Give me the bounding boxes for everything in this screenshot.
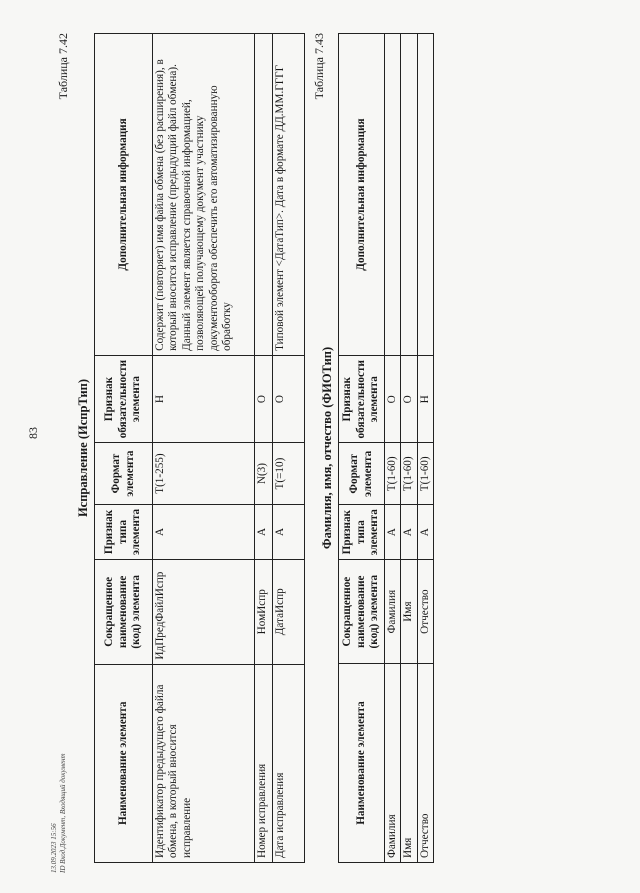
table2-header-info: Дополнительная информация [339, 34, 385, 356]
cell-info: Содержит (повторяет) имя файла обмена (без расширения), в который вносится исправление (предыдущий файл обмена). Данный элемент является справочной информацией, позволяющей получающему документ участнику документооборота обеспечить его автоматизированную обработку [153, 34, 255, 356]
table2-header-code: Сокращенное наименование (код) элемента [339, 560, 385, 664]
cell-code: Фамилия [385, 560, 401, 664]
scan-stamp [50, 643, 68, 873]
table1-title: Исправление (ИспрТип) [76, 378, 90, 518]
cell-format: Т(=10) [273, 443, 305, 505]
cell-type: А [385, 505, 401, 560]
table-row [417, 34, 433, 863]
cell-name: Фамилия [385, 664, 401, 863]
cell-name: Дата исправления [273, 664, 305, 862]
cell-type: А [273, 504, 305, 559]
cell-info [401, 34, 417, 356]
cell-name: Номер исправления [255, 664, 273, 862]
cell-code: Имя [401, 560, 417, 664]
cell-code: ИдПредФайлИспр [153, 560, 255, 665]
table2 [338, 33, 434, 863]
table1-header-row [95, 34, 153, 863]
table1-header-info: Дополнительная информация [95, 34, 153, 356]
cell-req: Н [153, 355, 255, 442]
table2-header-req: Признак обязательности элемента [339, 356, 385, 443]
cell-req: О [401, 356, 417, 443]
table-row [401, 34, 417, 863]
table-row [255, 34, 273, 863]
cell-format: Т(1-60) [385, 443, 401, 505]
table2-title: Фамилия, имя, отчество (ФИОТип) [320, 346, 334, 550]
cell-name: Идентификатор предыдущего файла обмена, в который вносится исправление [153, 664, 255, 862]
stamp-line-1: 13.09.2023 15:56 [50, 823, 58, 873]
cell-type: А [417, 505, 433, 560]
cell-format: Т(1-60) [417, 443, 433, 505]
table1-header-req: Признак обязательности элемента [95, 355, 153, 442]
cell-req: Н [417, 356, 433, 443]
table2-header-row [339, 34, 385, 863]
table1-header-name: Наименование элемента [95, 664, 153, 862]
cell-req: О [385, 356, 401, 443]
cell-format: Т(1-255) [153, 443, 255, 505]
table2-label: Таблица 7.43 [312, 33, 326, 100]
cell-info [417, 34, 433, 356]
cell-code: Отчество [417, 560, 433, 664]
cell-code: НомИспр [255, 560, 273, 665]
cell-code: ДатаИспр [273, 560, 305, 665]
table1-header-code: Сокращенное наименование (код) элемента [95, 560, 153, 665]
cell-name: Имя [401, 664, 417, 863]
table2-header-format: Формат элемента [339, 443, 385, 505]
stamp-line-2: ID Вход.Документ, Входящий документ [58, 753, 67, 873]
cell-req: О [273, 355, 305, 442]
cell-format: N(3) [255, 443, 273, 505]
table1-header-type: Признак типа элемента [95, 504, 153, 559]
table1-label: Таблица 7.42 [56, 33, 70, 100]
table1-header-format: Формат элемента [95, 443, 153, 505]
cell-type: А [153, 504, 255, 559]
table2-header-name: Наименование элемента [339, 664, 385, 863]
cell-type: А [255, 504, 273, 559]
cell-type: А [401, 505, 417, 560]
page-number: 83 [26, 427, 40, 439]
cell-info [385, 34, 401, 356]
cell-name: Отчество [417, 664, 433, 863]
table-row [273, 34, 305, 863]
cell-req: О [255, 355, 273, 442]
cell-format: Т(1-60) [401, 443, 417, 505]
table-row [153, 34, 255, 863]
table2-header-type: Признак типа элемента [339, 505, 385, 560]
table1 [94, 33, 305, 863]
table-row [385, 34, 401, 863]
cell-info [255, 34, 273, 356]
cell-info: Типовой элемент <ДатаТип>. Дата в формате ДД.ММ.ГГГГ [273, 34, 305, 356]
